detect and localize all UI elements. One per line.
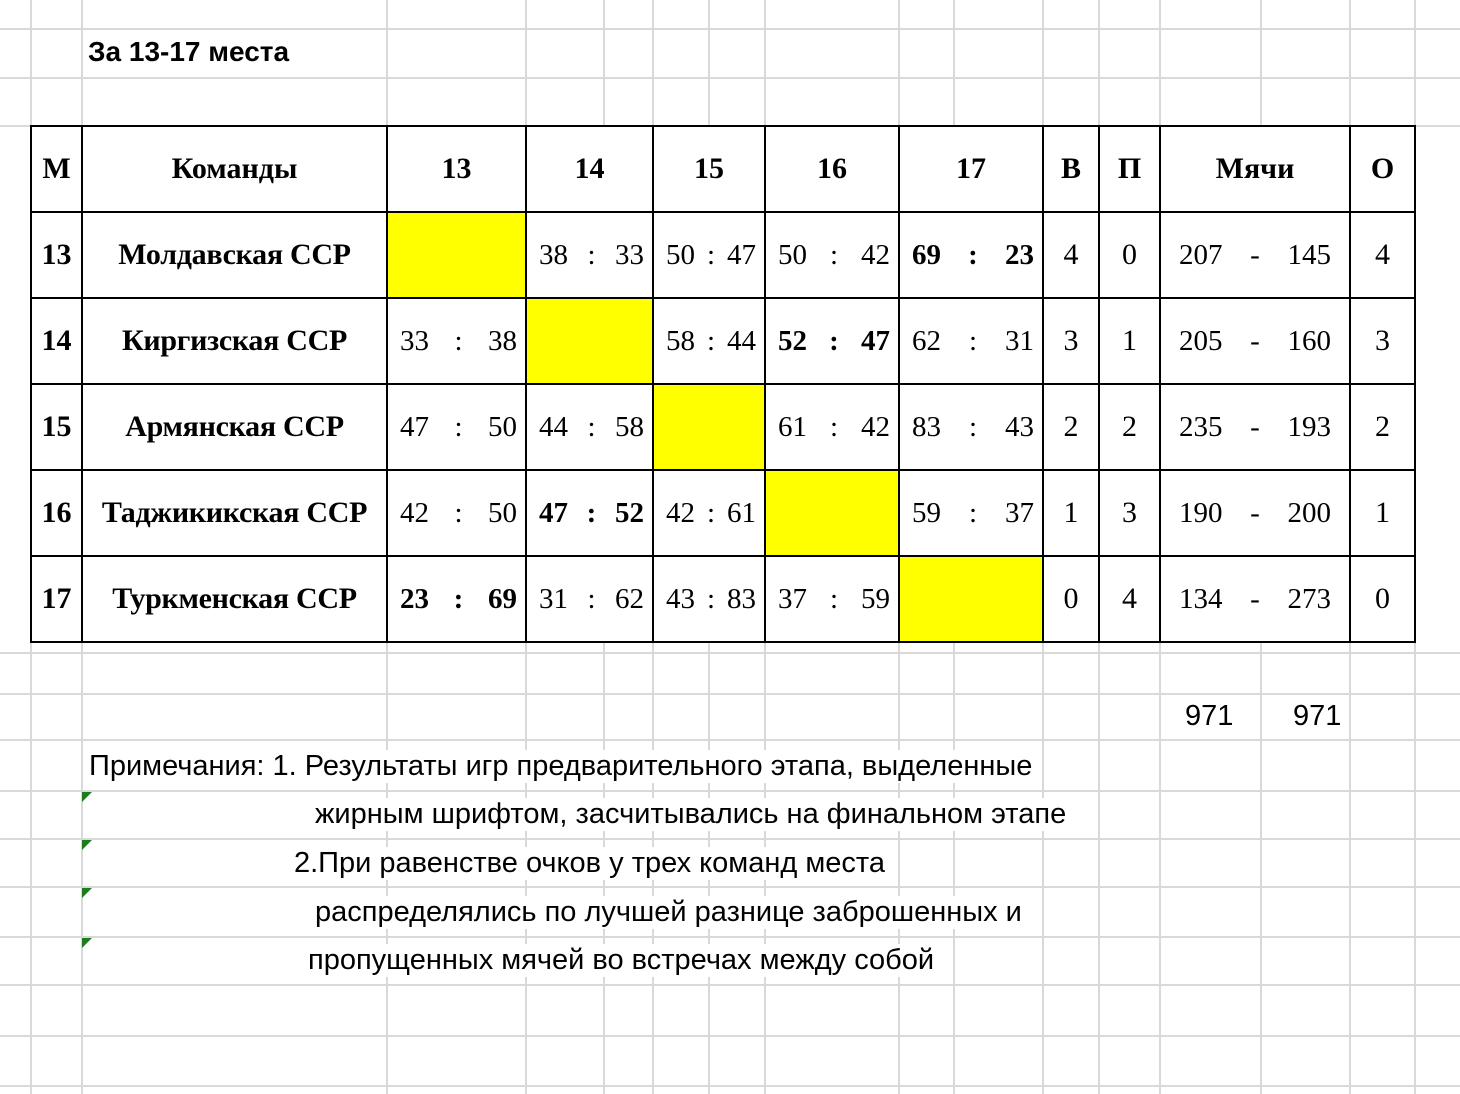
- score-opponent: 59: [861, 582, 890, 615]
- score-separator: :: [587, 582, 596, 615]
- score-own: 42: [400, 496, 429, 529]
- score-opponent: 31: [1005, 324, 1034, 357]
- header-team[interactable]: Команды: [82, 126, 387, 212]
- error-indicator-icon: [82, 938, 92, 948]
- standings-table: [30, 125, 1416, 643]
- score-cell[interactable]: [653, 470, 765, 556]
- game-score: [388, 325, 525, 358]
- score-own: 58: [666, 324, 695, 357]
- score-separator: :: [706, 238, 716, 271]
- game-score: [654, 583, 764, 616]
- score-separator: :: [706, 582, 716, 615]
- score-cell[interactable]: [899, 470, 1043, 556]
- score-own: 37: [778, 582, 807, 615]
- header-wins[interactable]: В: [1043, 126, 1099, 212]
- balls-against: 145: [1287, 238, 1331, 271]
- score-own: 50: [778, 238, 807, 271]
- losses-cell[interactable]: 0: [1099, 212, 1160, 298]
- score-opponent: 58: [615, 410, 644, 443]
- game-score: [654, 239, 764, 272]
- header-place[interactable]: М: [31, 126, 82, 212]
- header-opponent-14[interactable]: 14: [526, 126, 653, 212]
- wins-cell[interactable]: 4: [1043, 212, 1099, 298]
- score-own: 44: [539, 410, 568, 443]
- score-opponent: 44: [727, 324, 756, 357]
- score-opponent: 38: [488, 324, 517, 357]
- score-own: 33: [400, 324, 429, 357]
- score-cell[interactable]: [899, 384, 1043, 470]
- score-separator: :: [829, 410, 839, 443]
- team-name-cell[interactable]: Киргизская ССР: [82, 298, 387, 384]
- game-score: [900, 325, 1042, 358]
- score-separator: :: [829, 324, 839, 357]
- note-line-5[interactable]: пропущенных мячей во встречах между собой: [308, 944, 935, 976]
- place-cell[interactable]: 16: [31, 470, 82, 556]
- diagonal-empty-cell[interactable]: [387, 212, 526, 298]
- diagonal-empty-cell[interactable]: [899, 556, 1043, 642]
- balls-ratio: [1161, 411, 1349, 444]
- score-cell[interactable]: [526, 384, 653, 470]
- balls-cell[interactable]: [1160, 298, 1350, 384]
- note-line-4[interactable]: распределялись по лучшей разнице заброшенных и: [315, 896, 1022, 928]
- team-name-cell[interactable]: Таджикикская ССР: [82, 470, 387, 556]
- wins-cell[interactable]: 1: [1043, 470, 1099, 556]
- score-cell[interactable]: [526, 470, 653, 556]
- game-score: [766, 239, 898, 272]
- header-opponent-16[interactable]: 16: [765, 126, 899, 212]
- score-cell[interactable]: [387, 556, 526, 642]
- wins-cell[interactable]: 0: [1043, 556, 1099, 642]
- score-own: 47: [400, 410, 429, 443]
- score-own: 42: [666, 496, 695, 529]
- header-balls[interactable]: Мячи: [1160, 126, 1350, 212]
- score-opponent: 33: [615, 238, 644, 271]
- note-line-2[interactable]: жирным шрифтом, засчитывались на финальном этапе: [315, 798, 1067, 830]
- score-cell[interactable]: [765, 298, 899, 384]
- score-separator: :: [587, 238, 596, 271]
- table-row: [31, 212, 1415, 298]
- table-row: [31, 384, 1415, 470]
- score-opponent: 42: [861, 238, 890, 271]
- score-own: 62: [912, 324, 941, 357]
- balls-ratio: [1161, 239, 1349, 272]
- score-opponent: 52: [614, 496, 644, 529]
- score-own: 59: [912, 496, 941, 529]
- score-cell[interactable]: [765, 212, 899, 298]
- score-separator: :: [968, 324, 978, 357]
- score-own: 31: [539, 582, 568, 615]
- points-cell[interactable]: 2: [1350, 384, 1415, 470]
- table-row: [31, 298, 1415, 384]
- balls-against: 273: [1287, 582, 1331, 615]
- place-cell[interactable]: 17: [31, 556, 82, 642]
- score-opponent: 47: [727, 238, 756, 271]
- place-cell[interactable]: 15: [31, 384, 82, 470]
- score-separator: :: [453, 582, 464, 615]
- balls-against: 200: [1287, 496, 1331, 529]
- score-opponent: 23: [1004, 238, 1034, 271]
- points-cell[interactable]: 4: [1350, 212, 1415, 298]
- diagonal-empty-cell[interactable]: [653, 384, 765, 470]
- game-score: [388, 497, 525, 530]
- score-own: 43: [666, 582, 695, 615]
- balls-dash: -: [1250, 238, 1260, 271]
- score-separator: :: [706, 324, 716, 357]
- score-cell[interactable]: [653, 212, 765, 298]
- score-cell[interactable]: [387, 298, 526, 384]
- points-cell[interactable]: 1: [1350, 470, 1415, 556]
- balls-cell[interactable]: [1160, 470, 1350, 556]
- total-balls-against[interactable]: 971: [1293, 700, 1342, 732]
- score-own: 61: [778, 410, 807, 443]
- losses-cell[interactable]: 2: [1099, 384, 1160, 470]
- game-score: [388, 583, 525, 616]
- score-opponent: 43: [1005, 410, 1034, 443]
- score-cell[interactable]: [526, 212, 653, 298]
- score-opponent: 83: [727, 582, 756, 615]
- points-cell[interactable]: 0: [1350, 556, 1415, 642]
- balls-cell[interactable]: [1160, 384, 1350, 470]
- score-cell[interactable]: [526, 556, 653, 642]
- balls-dash: -: [1250, 410, 1260, 443]
- score-separator: :: [454, 410, 463, 443]
- error-indicator-icon: [82, 792, 92, 802]
- balls-for: 207: [1179, 238, 1223, 271]
- score-cell[interactable]: [387, 470, 526, 556]
- balls-dash: -: [1250, 496, 1260, 529]
- game-score: [527, 583, 652, 616]
- game-score: [766, 411, 898, 444]
- header-opponent-15[interactable]: 15: [653, 126, 765, 212]
- score-separator: :: [586, 496, 597, 529]
- place-cell[interactable]: 13: [31, 212, 82, 298]
- balls-ratio: [1161, 325, 1349, 358]
- score-opponent: 50: [488, 496, 517, 529]
- header-points[interactable]: О: [1350, 126, 1415, 212]
- score-own: 38: [539, 238, 568, 271]
- table-row: [31, 470, 1415, 556]
- score-own: 83: [912, 410, 941, 443]
- game-score: [766, 325, 898, 358]
- score-opponent: 42: [861, 410, 890, 443]
- balls-cell[interactable]: [1160, 212, 1350, 298]
- diagonal-empty-cell[interactable]: [765, 470, 899, 556]
- score-own: 50: [666, 238, 695, 271]
- header-opponent-13[interactable]: 13: [387, 126, 526, 212]
- table-row: [31, 556, 1415, 642]
- game-score: [900, 239, 1042, 272]
- balls-dash: -: [1250, 582, 1260, 615]
- score-separator: :: [968, 238, 978, 271]
- team-name-cell[interactable]: Молдавская ССР: [82, 212, 387, 298]
- note-line-3[interactable]: 2.При равенстве очков у трех команд места: [294, 847, 886, 879]
- score-separator: :: [587, 410, 596, 443]
- score-separator: :: [454, 496, 463, 529]
- balls-for: 134: [1179, 582, 1223, 615]
- score-opponent: 61: [727, 496, 756, 529]
- score-cell[interactable]: [899, 298, 1043, 384]
- wins-cell[interactable]: 2: [1043, 384, 1099, 470]
- score-cell[interactable]: [899, 212, 1043, 298]
- diagonal-empty-cell[interactable]: [526, 298, 653, 384]
- game-score: [766, 583, 898, 616]
- team-name-cell[interactable]: Армянская ССР: [82, 384, 387, 470]
- game-score: [527, 497, 652, 530]
- score-separator: :: [968, 410, 978, 443]
- score-separator: :: [968, 496, 978, 529]
- score-cell[interactable]: [387, 384, 526, 470]
- score-cell[interactable]: [765, 556, 899, 642]
- game-score: [654, 497, 764, 530]
- place-cell[interactable]: 14: [31, 298, 82, 384]
- team-name-cell[interactable]: Туркменская ССР: [82, 556, 387, 642]
- score-opponent: 50: [488, 410, 517, 443]
- balls-dash: -: [1250, 324, 1260, 357]
- error-indicator-icon: [82, 888, 92, 898]
- balls-against: 160: [1287, 324, 1331, 357]
- game-score: [527, 411, 652, 444]
- points-cell[interactable]: 3: [1350, 298, 1415, 384]
- header-losses[interactable]: П: [1099, 126, 1160, 212]
- score-separator: :: [829, 582, 839, 615]
- score-cell[interactable]: [653, 556, 765, 642]
- score-own: 52: [778, 324, 807, 357]
- game-score: [900, 497, 1042, 530]
- header-row: [31, 126, 1415, 212]
- score-separator: :: [829, 238, 839, 271]
- score-separator: :: [454, 324, 463, 357]
- balls-for: 205: [1179, 324, 1223, 357]
- balls-ratio: [1161, 583, 1349, 616]
- game-score: [900, 411, 1042, 444]
- score-own: 23: [400, 582, 429, 615]
- game-score: [654, 325, 764, 358]
- losses-cell[interactable]: 1: [1099, 298, 1160, 384]
- score-own: 47: [539, 496, 568, 529]
- balls-for: 235: [1179, 410, 1223, 443]
- score-own: 69: [912, 238, 941, 271]
- game-score: [527, 239, 652, 272]
- losses-cell[interactable]: 3: [1099, 470, 1160, 556]
- balls-for: 190: [1179, 496, 1223, 529]
- balls-cell[interactable]: [1160, 556, 1350, 642]
- total-balls-for[interactable]: 971: [1185, 700, 1234, 732]
- score-opponent: 62: [615, 582, 644, 615]
- score-cell[interactable]: [765, 384, 899, 470]
- balls-against: 193: [1287, 410, 1331, 443]
- score-opponent: 69: [487, 582, 517, 615]
- score-separator: :: [706, 496, 716, 529]
- score-opponent: 47: [860, 324, 890, 357]
- balls-ratio: [1161, 497, 1349, 530]
- header-opponent-17[interactable]: 17: [899, 126, 1043, 212]
- sheet-title[interactable]: За 13-17 места: [88, 36, 290, 67]
- score-opponent: 37: [1005, 496, 1034, 529]
- note-line-1[interactable]: Примечания: 1. Результаты игр предварительного этапа, выделенные: [89, 750, 1033, 782]
- wins-cell[interactable]: 3: [1043, 298, 1099, 384]
- losses-cell[interactable]: 4: [1099, 556, 1160, 642]
- error-indicator-icon: [82, 840, 92, 850]
- score-cell[interactable]: [653, 298, 765, 384]
- game-score: [388, 411, 525, 444]
